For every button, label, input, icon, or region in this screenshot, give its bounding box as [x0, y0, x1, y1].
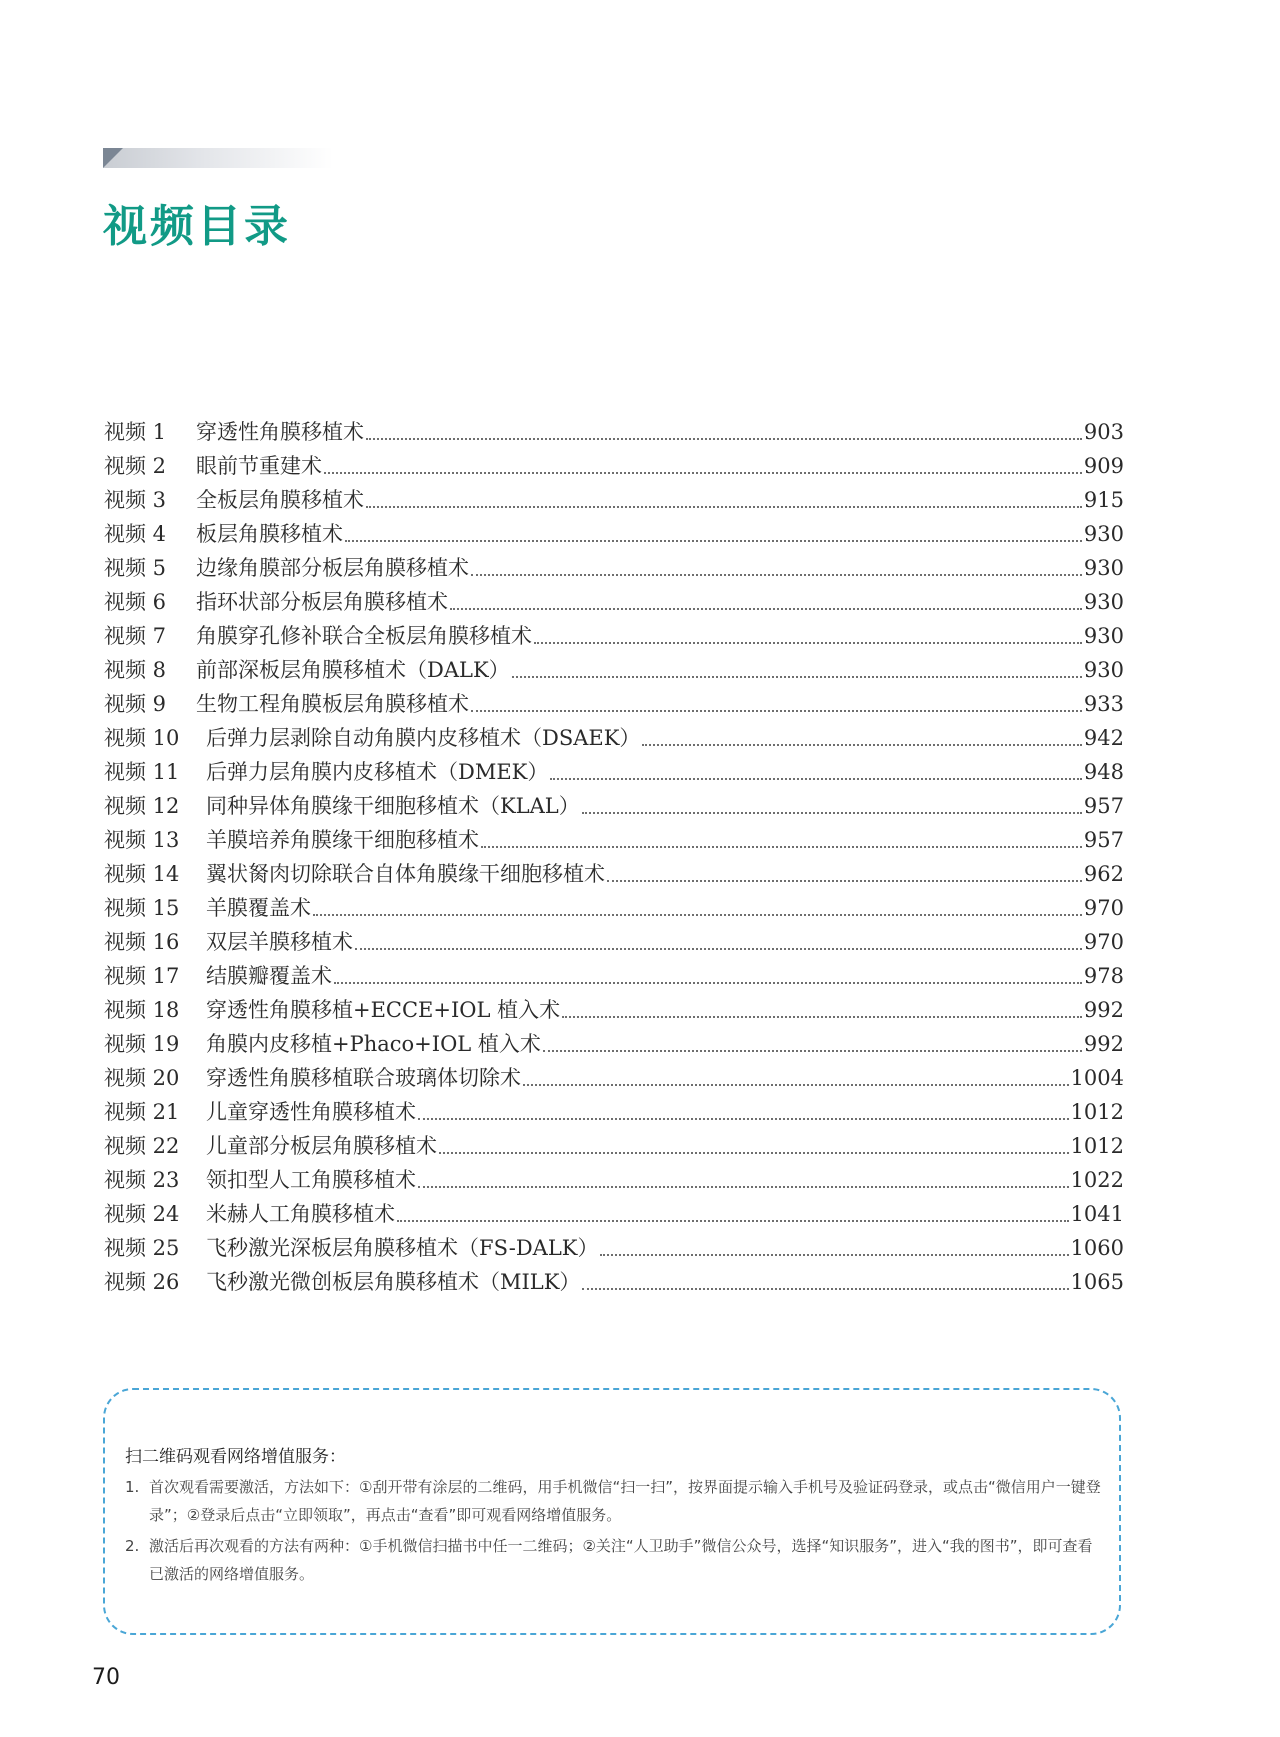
toc-leader-dots: [366, 506, 1082, 508]
toc-entry-page: 992: [1083, 998, 1124, 1022]
toc-entry-number: 视频 24: [104, 1202, 180, 1226]
toc-entry[interactable]: [104, 1265, 1124, 1299]
toc-entry-page: 992: [1083, 1032, 1124, 1056]
toc-entry[interactable]: [104, 755, 1124, 789]
qr-service-title: 扫二维码观看网络增值服务：: [125, 1447, 346, 1467]
toc-entry-number: 视频 9: [104, 692, 167, 716]
toc-leader-dots: [418, 1118, 1069, 1120]
qr-instruction-text: 首次观看需要激活，方法如下：①刮开带有涂层的二维码，用手机微信“扫一扫”，按界面提示输入手机号及验证码登录，或点击“微信用户一键登录”；②登录后点击“立即领取”，再点击“查看”即可观看网络增值服务。: [149, 1478, 1101, 1524]
toc-entry-title: 飞秒激光深板层角膜移植术（FS-DALK）: [206, 1236, 599, 1260]
toc-entry-page: 1012: [1070, 1134, 1124, 1158]
toc-entry-title: 羊膜覆盖术: [206, 896, 311, 920]
toc-entry-page: 978: [1083, 964, 1124, 988]
toc-entry-number: 视频 26: [104, 1270, 180, 1294]
page-number: 70: [92, 1665, 120, 1690]
toc-entry-number: 视频 3: [104, 488, 167, 512]
toc-entry-page: 930: [1083, 522, 1124, 546]
toc-entry-page: 930: [1083, 590, 1124, 614]
toc-entry-number: 视频 16: [104, 930, 180, 954]
toc-entry-number: 视频 6: [104, 590, 167, 614]
toc-leader-dots: [355, 948, 1082, 950]
toc-entry[interactable]: [104, 1061, 1124, 1095]
toc-entry[interactable]: [104, 585, 1124, 619]
toc-entry-number: 视频 12: [104, 794, 180, 818]
toc-leader-dots: [334, 982, 1082, 984]
qr-instruction-item: [125, 1473, 1105, 1529]
toc-entry[interactable]: [104, 619, 1124, 653]
toc-leader-dots: [523, 1084, 1069, 1086]
toc-entry-number: 视频 22: [104, 1134, 180, 1158]
qr-instruction-number: 2.: [125, 1537, 140, 1555]
toc-entry[interactable]: [104, 449, 1124, 483]
toc-entry-page: 948: [1083, 760, 1124, 784]
toc-entry-title: 双层羊膜移植术: [206, 930, 353, 954]
toc-entry-title: 眼前节重建术: [196, 454, 322, 478]
toc-entry-title: 后弹力层剥除自动角膜内皮移植术（DSAEK）: [206, 726, 641, 750]
toc-leader-dots: [366, 438, 1082, 440]
toc-entry[interactable]: [104, 823, 1124, 857]
toc-leader-dots: [562, 1016, 1082, 1018]
toc-entry-page: 962: [1083, 862, 1124, 886]
toc-entry-number: 视频 1: [104, 420, 167, 444]
toc-entry-number: 视频 11: [104, 760, 180, 784]
toc-leader-dots: [324, 472, 1082, 474]
toc-leader-dots: [345, 540, 1082, 542]
toc-entry-number: 视频 8: [104, 658, 167, 682]
toc-entry[interactable]: [104, 1231, 1124, 1265]
toc-entry-title: 板层角膜移植术: [196, 522, 343, 546]
toc-entry-title: 穿透性角膜移植联合玻璃体切除术: [206, 1066, 521, 1090]
toc-entry[interactable]: [104, 959, 1124, 993]
toc-entry-page: 930: [1083, 556, 1124, 580]
qr-instruction-text: 激活后再次观看的方法有两种：①手机微信扫描书中任一二维码；②关注“人卫助手”微信公众号，选择“知识服务”，进入“我的图书”，即可查看已激活的网络增值服务。: [149, 1537, 1093, 1583]
toc-entry-title: 穿透性角膜移植+ECCE+IOL 植入术: [206, 998, 561, 1022]
toc-leader-dots: [550, 778, 1082, 780]
toc-entry[interactable]: [104, 993, 1124, 1027]
toc-entry-title: 翼状胬肉切除联合自体角膜缘干细胞移植术: [206, 862, 605, 886]
toc-entry-title: 领扣型人工角膜移植术: [206, 1168, 416, 1192]
toc-entry-number: 视频 10: [104, 726, 180, 750]
toc-entry-page: 915: [1083, 488, 1124, 512]
toc-entry[interactable]: [104, 1129, 1124, 1163]
toc-entry-page: 1022: [1070, 1168, 1124, 1192]
toc-entry-page: 1012: [1070, 1100, 1124, 1124]
toc-entry-page: 957: [1083, 794, 1124, 818]
toc-entry-title: 边缘角膜部分板层角膜移植术: [196, 556, 469, 580]
toc-entry[interactable]: [104, 517, 1124, 551]
toc-entry-number: 视频 21: [104, 1100, 180, 1124]
toc-entry-number: 视频 25: [104, 1236, 180, 1260]
toc-entry-title: 全板层角膜移植术: [196, 488, 364, 512]
toc-leader-dots: [582, 1288, 1068, 1290]
toc-leader-dots: [313, 914, 1082, 916]
header-triangle-accent: [103, 148, 123, 168]
toc-entry-title: 穿透性角膜移植术: [196, 420, 364, 444]
toc-entry-page: 957: [1083, 828, 1124, 852]
qr-instruction-item: [125, 1532, 1105, 1588]
toc-entry[interactable]: [104, 1095, 1124, 1129]
toc-entry-title: 角膜内皮移植+Phaco+IOL 植入术: [206, 1032, 541, 1056]
toc-entry-title: 结膜瓣覆盖术: [206, 964, 332, 988]
toc-leader-dots: [642, 744, 1082, 746]
toc-entry-title: 生物工程角膜板层角膜移植术: [196, 692, 469, 716]
toc-entry-title: 羊膜培养角膜缘干细胞移植术: [206, 828, 479, 852]
toc-leader-dots: [534, 642, 1082, 644]
toc-entry-title: 角膜穿孔修补联合全板层角膜移植术: [196, 624, 532, 648]
toc-entry[interactable]: [104, 721, 1124, 755]
toc-leader-dots: [481, 846, 1082, 848]
toc-leader-dots: [397, 1220, 1069, 1222]
toc-entry-number: 视频 7: [104, 624, 167, 648]
toc-entry-page: 970: [1083, 896, 1124, 920]
toc-entry-page: 1004: [1070, 1066, 1124, 1090]
toc-leader-dots: [582, 812, 1082, 814]
toc-entry-page: 970: [1083, 930, 1124, 954]
toc-entry-page: 930: [1083, 658, 1124, 682]
qr-instruction-number: 1.: [125, 1478, 140, 1496]
header-decoration-bar: [103, 148, 333, 168]
toc-entry-page: 1060: [1070, 1236, 1124, 1260]
toc-leader-dots: [471, 574, 1082, 576]
toc-entry[interactable]: [104, 1197, 1124, 1231]
toc-entry-page: 909: [1083, 454, 1124, 478]
toc-entry-page: 933: [1083, 692, 1124, 716]
toc-entry[interactable]: [104, 687, 1124, 721]
toc-entry-number: 视频 17: [104, 964, 180, 988]
video-toc-list: [104, 415, 1124, 1299]
toc-leader-dots: [439, 1152, 1069, 1154]
toc-entry-title: 儿童穿透性角膜移植术: [206, 1100, 416, 1124]
toc-entry-number: 视频 4: [104, 522, 167, 546]
toc-entry-page: 930: [1083, 624, 1124, 648]
toc-leader-dots: [600, 1254, 1068, 1256]
toc-entry-number: 视频 23: [104, 1168, 180, 1192]
toc-entry-number: 视频 2: [104, 454, 167, 478]
toc-entry[interactable]: [104, 789, 1124, 823]
toc-leader-dots: [450, 608, 1082, 610]
toc-entry-title: 前部深板层角膜移植术（DALK）: [196, 658, 510, 682]
toc-entry-title: 飞秒激光微创板层角膜移植术（MILK）: [206, 1270, 581, 1294]
toc-entry[interactable]: [104, 1163, 1124, 1197]
page-title: 视频目录: [103, 201, 291, 252]
toc-entry-title: 指环状部分板层角膜移植术: [196, 590, 448, 614]
toc-entry[interactable]: [104, 653, 1124, 687]
toc-entry-number: 视频 15: [104, 896, 180, 920]
toc-leader-dots: [607, 880, 1082, 882]
toc-entry[interactable]: [104, 551, 1124, 585]
toc-entry[interactable]: [104, 483, 1124, 517]
toc-entry[interactable]: [104, 415, 1124, 449]
toc-leader-dots: [418, 1186, 1069, 1188]
toc-entry-page: 1041: [1070, 1202, 1124, 1226]
toc-leader-dots: [512, 676, 1082, 678]
toc-entry-title: 儿童部分板层角膜移植术: [206, 1134, 437, 1158]
toc-entry[interactable]: [104, 925, 1124, 959]
toc-entry-number: 视频 13: [104, 828, 180, 852]
toc-entry[interactable]: [104, 891, 1124, 925]
toc-entry-number: 视频 14: [104, 862, 180, 886]
toc-entry-number: 视频 18: [104, 998, 180, 1022]
toc-entry-title: 后弹力层角膜内皮移植术（DMEK）: [206, 760, 549, 784]
toc-entry[interactable]: [104, 1027, 1124, 1061]
toc-entry-title: 米赫人工角膜移植术: [206, 1202, 395, 1226]
qr-service-box: [103, 1388, 1121, 1635]
toc-entry-number: 视频 5: [104, 556, 167, 580]
toc-leader-dots: [543, 1050, 1082, 1052]
toc-entry-title: 同种异体角膜缘干细胞移植术（KLAL）: [206, 794, 580, 818]
toc-entry-page: 942: [1083, 726, 1124, 750]
toc-entry[interactable]: [104, 857, 1124, 891]
toc-entry-page: 903: [1083, 420, 1124, 444]
toc-entry-number: 视频 20: [104, 1066, 180, 1090]
toc-leader-dots: [471, 710, 1082, 712]
toc-entry-page: 1065: [1070, 1270, 1124, 1294]
toc-entry-number: 视频 19: [104, 1032, 180, 1056]
